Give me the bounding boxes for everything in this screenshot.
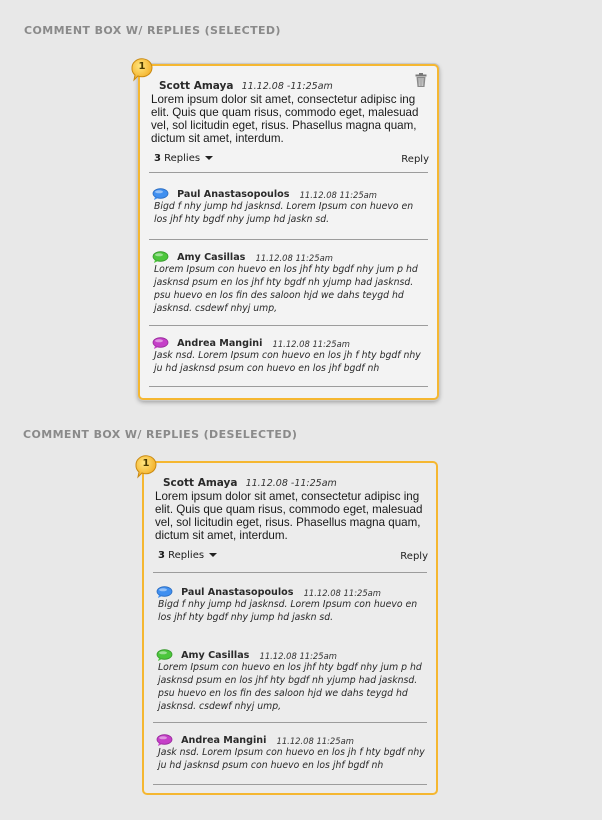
reply-date: 11.12.08 11:25am xyxy=(272,338,350,349)
chevron-down-icon xyxy=(209,553,217,557)
reply-item[interactable] xyxy=(152,333,429,375)
reply-text: Jask nsd. Lorem Ipsum con huevo en los jh f hty bgdf nhy ju hd jasknsd psum con huevo en los jhf bgdf nh xyxy=(154,350,421,374)
replies-toolbar xyxy=(158,550,428,564)
reply-text: Bigd f nhy jump hd jasknsd. Lorem Ipsum con huevo en los jhf hty bgdf nhy jump hd jaskn sd. xyxy=(158,599,418,623)
reply-date: 11.12.08 11:25am xyxy=(299,189,377,200)
reply-author: Andrea Mangini xyxy=(181,735,267,746)
reply-date: 11.12.08 11:25am xyxy=(303,587,381,598)
divider xyxy=(153,722,427,723)
divider xyxy=(149,325,428,326)
reply-text: Lorem Ipsum con huevo en los jhf hty bgdf nhy jum p hd jasknsd psum en los jhf hty bgdf nh yjump had jasknsd. psu huevo en los fin des saloon hjd we dahs teygd hd jasknsd. csdewf nhyj ump, xyxy=(158,662,422,712)
comment-box-selected[interactable] xyxy=(138,61,439,400)
reply-item[interactable] xyxy=(156,582,428,624)
comment-header xyxy=(163,471,428,489)
reply-button[interactable]: Reply xyxy=(401,154,429,165)
reply-author: Andrea Mangini xyxy=(177,338,263,349)
comment-header xyxy=(159,74,429,92)
divider xyxy=(149,386,428,387)
replies-label: Replies xyxy=(164,153,201,164)
divider xyxy=(149,172,428,173)
comment-body: Lorem ipsum dolor sit amet, consectetur adipisc ing elit. Quis que quam risus, commodo eget, malesuad vel, sol licitudin eget, risus. Phasellus magna quam, dictum sit amet, interdum. xyxy=(151,93,419,145)
divider xyxy=(149,239,428,240)
comment-number-badge[interactable] xyxy=(133,453,159,479)
reply-author: Amy Casillas xyxy=(181,650,250,661)
comment-number-badge[interactable] xyxy=(129,56,155,82)
replies-count: 3 xyxy=(154,153,161,164)
reply-item[interactable] xyxy=(156,645,428,713)
section-title-deselected: COMMENT BOX W/ REPLIES (DESELECTED) xyxy=(23,428,298,441)
replies-toolbar xyxy=(154,153,429,167)
replies-dropdown[interactable] xyxy=(158,550,217,561)
reply-button[interactable]: Reply xyxy=(400,551,428,562)
comment-author: Scott Amaya xyxy=(163,477,238,489)
reply-item[interactable] xyxy=(156,730,428,772)
reply-text: Jask nsd. Lorem Ipsum con huevo en los jh f hty bgdf nhy ju hd jasknsd psum con huevo en los jhf bgdf nh xyxy=(158,747,425,771)
comment-date: 11.12.08 -11:25am xyxy=(241,81,333,92)
reply-date: 11.12.08 11:25am xyxy=(276,735,354,746)
comment-body: Lorem ipsum dolor sit amet, consectetur adipisc ing elit. Quis que quam risus, commodo eget, malesuad vel, sol licitudin eget, risus. Phasellus magna quam, dictum sit amet, interdum. xyxy=(155,490,423,542)
reply-text: Lorem Ipsum con huevo en los jhf hty bgdf nhy jum p hd jasknsd psum en los jhf hty bgdf nh yjump had jasknsd. psu huevo en los fin des saloon hjd we dahs teygd hd jasknsd. csdewf nhyj ump, xyxy=(154,264,418,314)
reply-date: 11.12.08 11:25am xyxy=(259,650,337,661)
reply-item[interactable] xyxy=(152,184,429,226)
chevron-down-icon xyxy=(205,156,213,160)
reply-author: Paul Anastasopoulos xyxy=(177,189,290,200)
reply-date: 11.12.08 11:25am xyxy=(255,252,333,263)
replies-dropdown[interactable] xyxy=(154,153,213,164)
badge-number: 1 xyxy=(142,458,150,469)
comment-date: 11.12.08 -11:25am xyxy=(245,478,337,489)
reply-text: Bigd f nhy jump hd jasknsd. Lorem Ipsum con huevo en los jhf hty bgdf nhy jump hd jaskn sd. xyxy=(154,201,414,225)
badge-number: 1 xyxy=(138,61,146,72)
trash-icon[interactable] xyxy=(415,72,427,86)
reply-author: Amy Casillas xyxy=(177,252,246,263)
comment-author: Scott Amaya xyxy=(159,80,234,92)
divider xyxy=(153,784,427,785)
reply-item[interactable] xyxy=(152,247,429,315)
replies-count: 3 xyxy=(158,550,165,561)
section-title-selected: COMMENT BOX W/ REPLIES (SELECTED) xyxy=(24,24,281,37)
comment-box-deselected[interactable] xyxy=(142,458,438,795)
reply-author: Paul Anastasopoulos xyxy=(181,587,294,598)
replies-label: Replies xyxy=(168,550,205,561)
divider xyxy=(153,572,427,573)
